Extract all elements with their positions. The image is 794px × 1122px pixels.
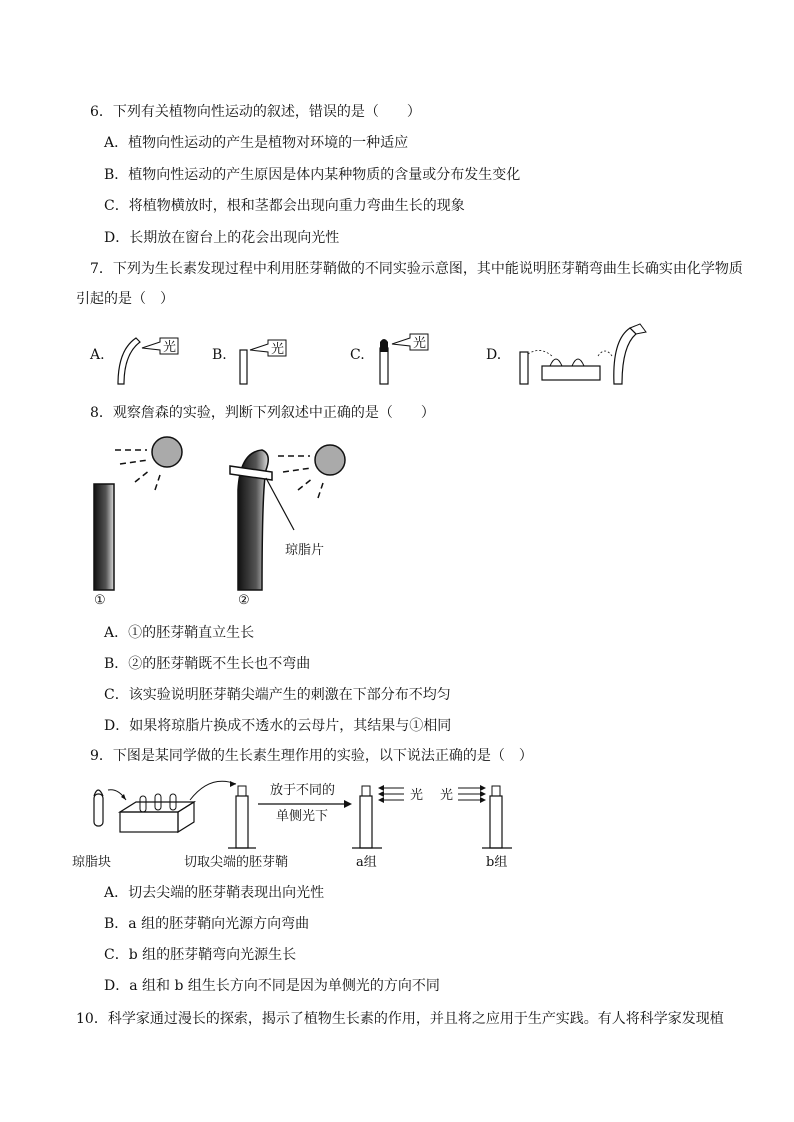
q9-option-c: C．b 组的胚芽鞘弯向光源生长	[104, 947, 297, 963]
q8-label-2: ②	[238, 593, 250, 608]
q9-group-b: b组	[486, 855, 508, 870]
sun-icon	[152, 437, 182, 467]
q7-figure-label-b: B.	[212, 347, 227, 363]
q8-figure	[0, 430, 794, 630]
q9-arrow-text-1: 放于不同的	[270, 783, 336, 798]
q7-light-a: 光	[163, 340, 177, 355]
q7-figure-a	[118, 338, 178, 384]
q7-figure-label-a: A.	[90, 347, 105, 363]
q9-stem: 9．下图是某同学做的生长素生理作用的实验，以下说法正确的是（ ）	[90, 748, 533, 764]
q8-option-d: D．如果将琼脂片换成不透水的云母片，其结果与①相同	[104, 718, 452, 734]
q8-agar-label: 琼脂片	[285, 543, 325, 558]
q7-figure-c	[380, 334, 428, 384]
q6-option-d: D．长期放在窗台上的花会出现向光性	[104, 230, 340, 246]
q7-stem-line1: 7．下列为生长素发现过程中利用胚芽鞘做的不同实验示意图，其中能说明胚芽鞘弯曲生长确实由化学物质	[90, 261, 743, 277]
coleoptile-1	[94, 484, 114, 590]
q7-light-b: 光	[271, 342, 285, 357]
q7-figure-label-d: D.	[486, 347, 502, 363]
q6-stem: 6．下列有关植物向性运动的叙述，错误的是（ ）	[90, 104, 421, 120]
q9-block-label: 琼脂块	[72, 855, 112, 870]
q8-stem: 8．观察詹森的实验，判断下列叙述中正确的是（ ）	[90, 405, 435, 421]
q7-figure-label-c: C.	[350, 347, 365, 363]
q8-option-a: A．①的胚芽鞘直立生长	[104, 625, 255, 641]
q7-light-c: 光	[413, 336, 427, 351]
q6-option-a: A．植物向性运动的产生是植物对环境的一种适应	[104, 135, 409, 151]
q7-figure-b	[240, 340, 286, 384]
q10-stem: 10．科学家通过漫长的探索，揭示了植物生长素的作用，并且将之应用于生产实践。有人将科学家发现植	[76, 1011, 724, 1027]
q9-option-b: B．a 组的胚芽鞘向光源方向弯曲	[104, 916, 310, 932]
q7-figures	[0, 320, 794, 400]
q9-option-d: D．a 组和 b 组生长方向不同是因为单侧光的方向不同	[104, 978, 440, 994]
q9-light-b: 光	[440, 788, 454, 803]
q8-label-1: ①	[94, 593, 106, 608]
q6-option-c: C．将植物横放时，根和茎都会出现向重力弯曲生长的现象	[104, 198, 465, 214]
q7-figure-d	[520, 324, 646, 384]
q6-option-b: B．植物向性运动的产生原因是体内某种物质的含量或分布发生变化	[104, 167, 521, 183]
q8-option-c: C．该实验说明胚芽鞘尖端产生的刺激在下部分布不均匀	[104, 687, 451, 703]
q8-option-b: B．②的胚芽鞘既不生长也不弯曲	[104, 656, 311, 672]
q9-light-a: 光	[410, 788, 424, 803]
q9-cut-label: 切取尖端的胚芽鞘	[184, 855, 289, 870]
q9-group-a: a组	[356, 855, 377, 870]
q9-option-a: A．切去尖端的胚芽鞘表现出向光性	[104, 885, 325, 901]
sun-icon	[315, 445, 345, 475]
q9-figure	[0, 772, 794, 872]
q7-stem-line2: 引起的是（ ）	[76, 291, 174, 307]
q9-arrow-text-2: 单侧光下	[276, 809, 329, 824]
